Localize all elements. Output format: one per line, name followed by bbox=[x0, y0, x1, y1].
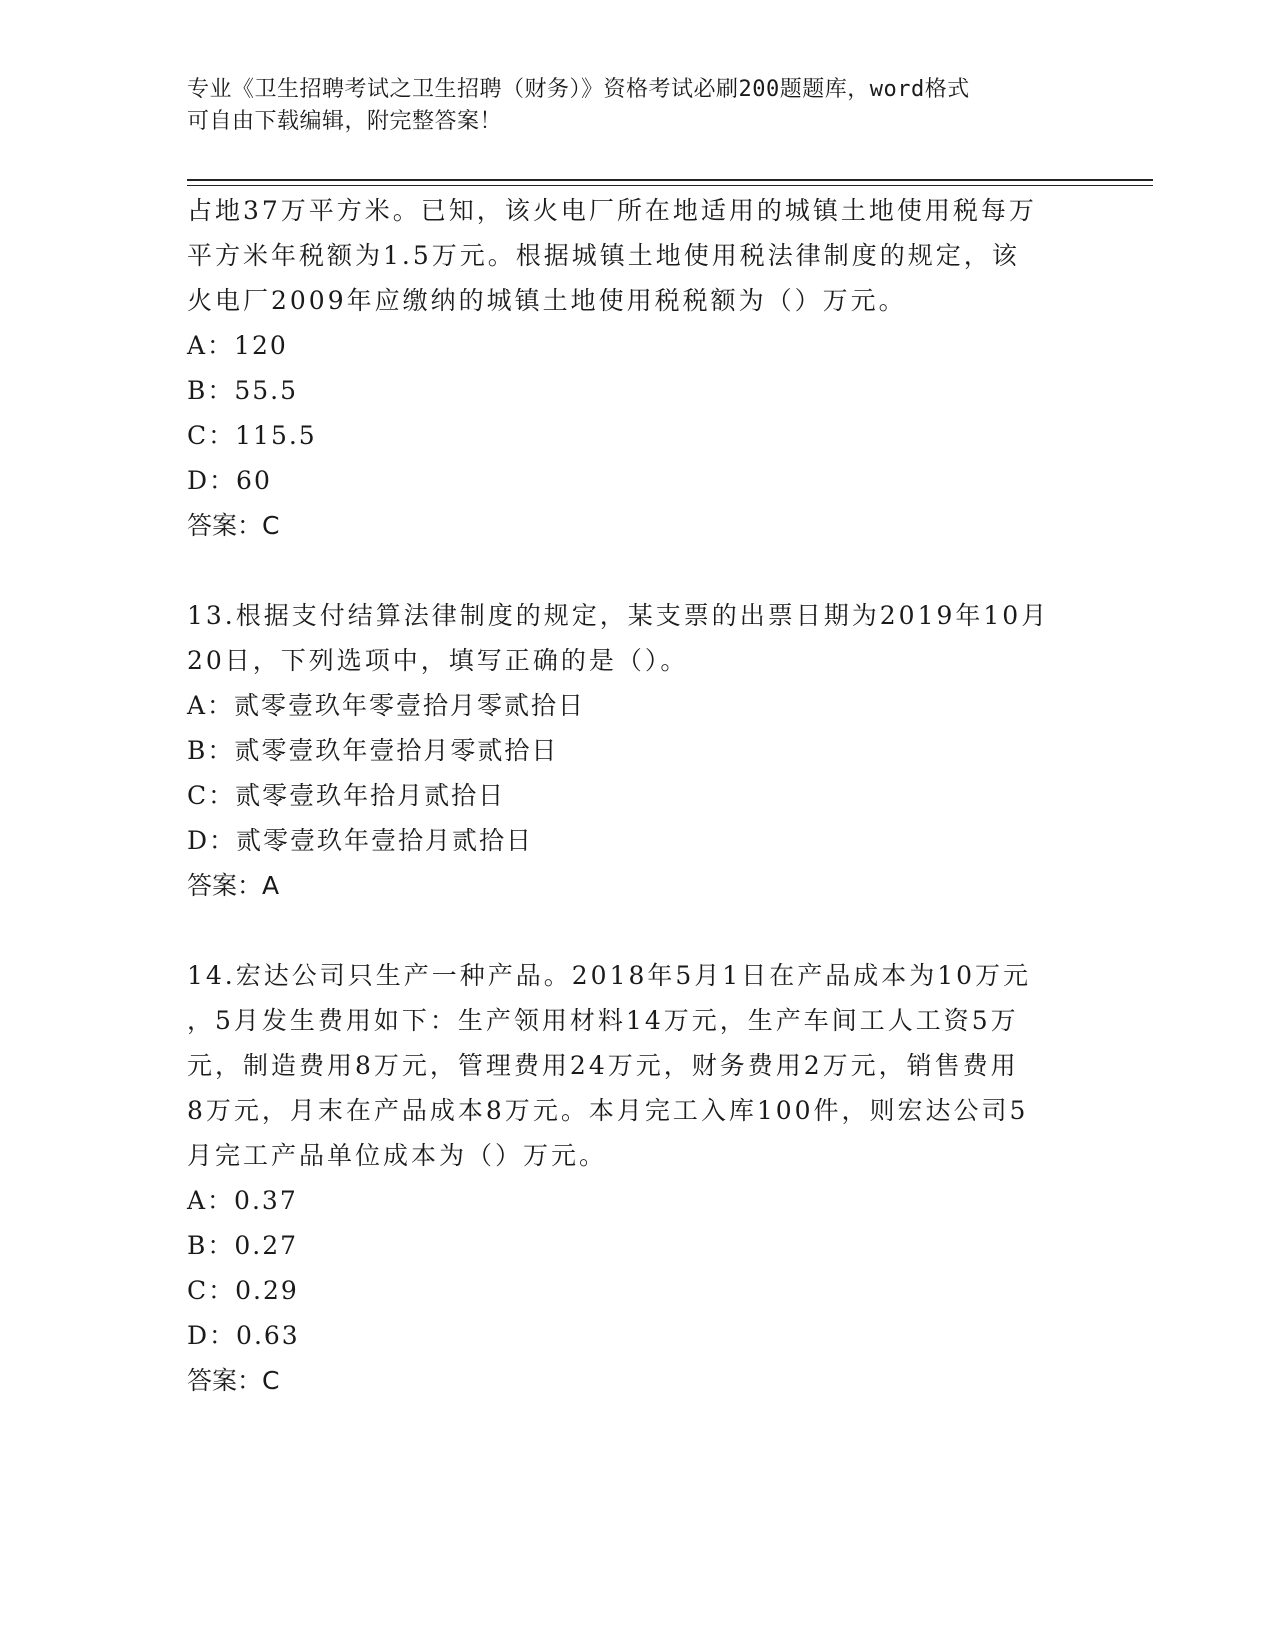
option-a: A：0.37 bbox=[187, 1186, 298, 1215]
option-d: D：0.63 bbox=[187, 1321, 300, 1350]
header-divider-thick bbox=[187, 179, 1153, 181]
answer-line: 答案：C bbox=[187, 1366, 280, 1395]
question-text-line: 平方米年税额为1.5万元。根据城镇土地使用税法律制度的规定，该 bbox=[187, 241, 1020, 270]
option-c: C：0.29 bbox=[187, 1276, 299, 1305]
answer-line: 答案：A bbox=[187, 871, 280, 900]
question-text-line: 20日，下列选项中，填写正确的是（）。 bbox=[187, 646, 689, 675]
question-text-line: 8万元，月末在产品成本8万元。本月完工入库100件，则宏达公司5 bbox=[187, 1096, 1029, 1125]
header-divider-thin bbox=[187, 185, 1153, 186]
question-text-line: 火电厂2009年应缴纳的城镇土地使用税税额为（）万元。 bbox=[187, 286, 907, 315]
option-d: D：60 bbox=[187, 466, 272, 495]
question-text-line: 13.根据支付结算法律制度的规定，某支票的出票日期为2019年10月 bbox=[187, 601, 1050, 630]
question-14 bbox=[187, 953, 1067, 1403]
header-line-2: 可自由下载编辑，附完整答案！ bbox=[187, 109, 503, 134]
option-c: C：115.5 bbox=[187, 421, 317, 450]
question-12 bbox=[187, 188, 1067, 548]
option-a: A：贰零壹玖年零壹拾月零贰拾日 bbox=[187, 691, 586, 720]
spacer bbox=[187, 548, 1067, 593]
header-line-1: 专业《卫生招聘考试之卫生招聘（财务）》资格考试必刷200题题库，word格式 bbox=[187, 77, 970, 102]
answer-line: 答案：C bbox=[187, 511, 280, 540]
question-text-line: ，5月发生费用如下：生产领用材料14万元，生产车间工人工资5万 bbox=[187, 1006, 1019, 1035]
spacer bbox=[187, 908, 1067, 953]
option-b: B：55.5 bbox=[187, 376, 299, 405]
question-text-line: 元，制造费用8万元，管理费用24万元，财务费用2万元，销售费用 bbox=[187, 1051, 1019, 1080]
option-b: B：0.27 bbox=[187, 1231, 299, 1260]
question-list bbox=[187, 188, 1067, 1403]
document-header bbox=[187, 74, 1067, 138]
option-d: D：贰零壹玖年壹拾月贰拾日 bbox=[187, 826, 534, 855]
question-13 bbox=[187, 593, 1067, 908]
question-text-line: 占地37万平方米。已知，该火电厂所在地适用的城镇土地使用税每万 bbox=[187, 196, 1037, 225]
question-text-line: 月完工产品单位成本为（）万元。 bbox=[187, 1141, 608, 1170]
option-a: A：120 bbox=[187, 331, 288, 360]
option-c: C：贰零壹玖年拾月贰拾日 bbox=[187, 781, 506, 810]
option-b: B：贰零壹玖年壹拾月零贰拾日 bbox=[187, 736, 559, 765]
question-text-line: 14.宏达公司只生产一种产品。2018年5月1日在产品成本为10万元 bbox=[187, 961, 1032, 990]
